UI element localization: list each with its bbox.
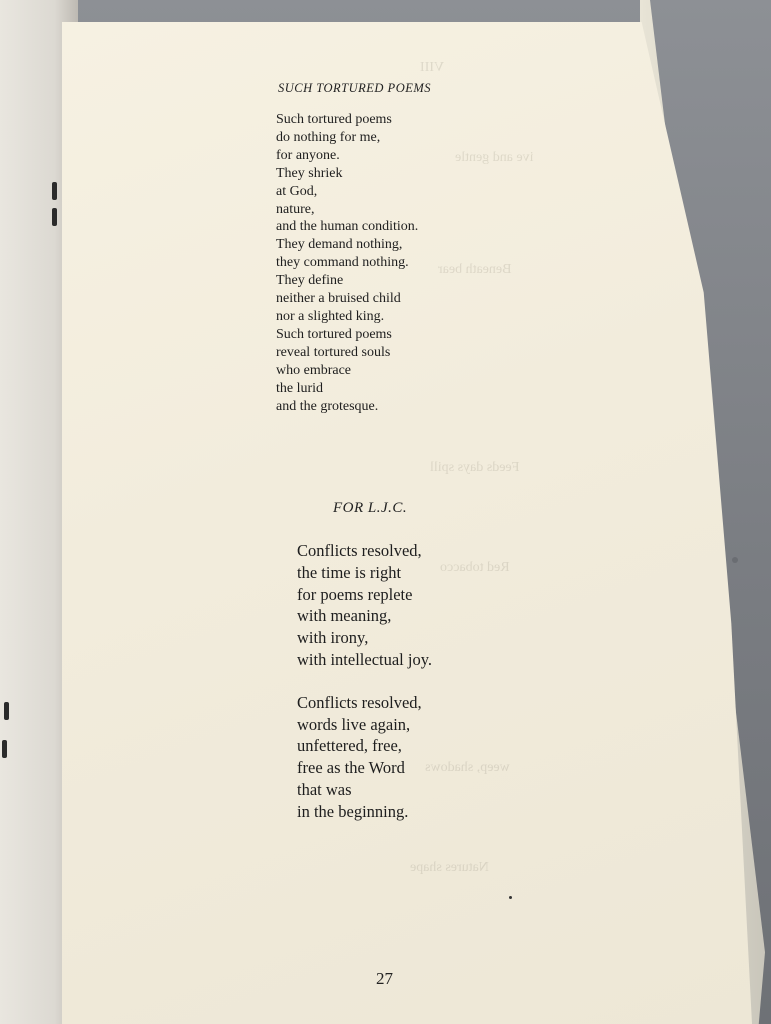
- poem-line: for anyone.: [276, 147, 340, 163]
- poem-line: the time is right: [297, 562, 402, 582]
- poem-line: with intellectual joy.: [297, 649, 433, 669]
- poem-line: do nothing for me,: [276, 129, 381, 145]
- binding-staple: [4, 702, 9, 720]
- poem-line: unfettered, free,: [297, 736, 402, 756]
- poem-line: They demand nothing,: [276, 237, 403, 253]
- poem-body: [297, 540, 432, 823]
- poem-line: Conflicts resolved,: [297, 541, 422, 560]
- page-number: 27: [376, 969, 393, 988]
- poem-line: the lurid: [276, 380, 324, 396]
- poem-line: with irony,: [297, 628, 369, 648]
- poem-line: and the human condition.: [276, 219, 419, 235]
- poem-line: nor a slighted king.: [276, 308, 385, 324]
- poem-line: who embrace: [276, 362, 352, 378]
- poem-line: words live again,: [297, 714, 411, 734]
- poem-line: neither a bruised child: [276, 291, 401, 307]
- poem-line: Such tortured poems: [276, 112, 392, 127]
- poem-line: Conflicts resolved,: [297, 692, 422, 712]
- poem-title: SUCH TORTURED POEMS: [278, 81, 432, 95]
- poem-line: with meaning,: [297, 606, 392, 626]
- poem-line: Such tortured poems: [276, 326, 392, 342]
- poem-line: They shriek: [276, 165, 343, 181]
- stanza-break: [297, 671, 432, 692]
- poem-line: free as the Word: [297, 758, 405, 778]
- poem-line: and the grotesque.: [276, 398, 379, 414]
- poem-body: [276, 111, 418, 415]
- poem-line: nature,: [276, 201, 315, 217]
- binding-staple: [2, 740, 7, 758]
- poem-line: they command nothing.: [276, 255, 409, 271]
- poem-line: reveal tortured souls: [276, 344, 391, 360]
- poem-line: for poems replete: [297, 584, 413, 604]
- paper-speck: [509, 896, 512, 899]
- poem-line: They define: [276, 273, 344, 289]
- binding-staple: [52, 208, 57, 226]
- poem-line: at God,: [276, 183, 318, 199]
- table-speck: [732, 557, 738, 563]
- poem-line: that was: [297, 779, 352, 799]
- binding-staple: [52, 182, 57, 200]
- poem-title: FOR L.J.C.: [333, 500, 408, 516]
- poem-line: in the beginning.: [297, 801, 409, 821]
